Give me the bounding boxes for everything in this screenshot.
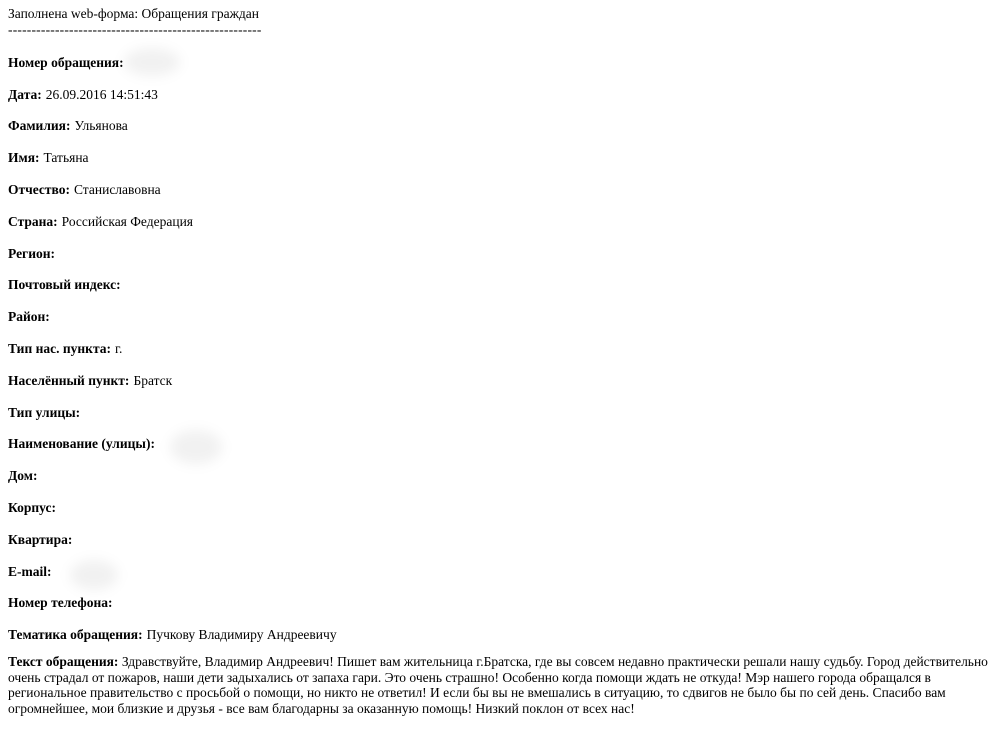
form-title: Заполнена web-форма: Обращения граждан [8, 6, 259, 21]
field-value: Ульянова [74, 118, 128, 134]
field-label: Населённый пункт: [8, 372, 130, 388]
field-value: Станиславовна [73, 181, 161, 197]
field-row-email [8, 564, 992, 579]
field-value: г. [115, 340, 123, 356]
header-separator: ------------------------------------------------------ [8, 22, 262, 37]
field-row-date [8, 87, 992, 102]
redaction-smudge [70, 560, 118, 590]
field-label: Отчество: [8, 181, 70, 197]
field-row-appeal-number [8, 55, 992, 70]
message-text: Здравствуйте, Владимир Андреевич! Пишет вам жительница г.Братска, где вы совсем недавно практически решали нашу судьбу. Город действительно очень страдал от пожаров, наши дети задыхались от запаха гари. Это очень страшно! Особенно когда помощи ждать не откуда! Мэр нашего города обращался в региональное правительство с просьбой о помощи, но никто не ответил! И если бы вы не вмешались в ситуацию, то сдвигов не было бы по сей день. Спасибо вам огромнейшее, мои близкие и друзья - все вам благодарны за оказанную помощь! Низкий поклон от всех нас! [8, 654, 988, 716]
field-row-phone [8, 595, 992, 610]
field-value: Братск [133, 372, 173, 388]
document-header [8, 6, 992, 38]
field-label: Корпус: [8, 499, 56, 515]
field-label: Район: [8, 309, 50, 325]
field-label: Имя: [8, 150, 40, 166]
field-label: Номер телефона: [8, 595, 113, 611]
field-list [8, 55, 992, 642]
field-label: Номер обращения: [8, 54, 124, 70]
field-value: Пучкову Владимиру Андреевичу [146, 627, 337, 643]
field-row-house [8, 468, 992, 483]
field-row-postal-code [8, 277, 992, 292]
field-label: Дом: [8, 468, 38, 484]
field-label: Тематика обращения: [8, 627, 143, 643]
field-value: Татьяна [43, 150, 89, 166]
field-label: Регион: [8, 245, 55, 261]
field-row-street-type [8, 405, 992, 420]
field-row-country [8, 214, 992, 229]
field-row-settlement-type [8, 341, 992, 356]
redaction-smudge [124, 48, 180, 76]
field-value: Российская Федерация [61, 213, 194, 229]
field-label: Страна: [8, 213, 58, 229]
field-row-surname [8, 118, 992, 133]
field-label: Тип улицы: [8, 404, 81, 420]
field-label: Наименование (улицы): [8, 436, 155, 452]
redaction-smudge [170, 430, 222, 464]
field-label: Фамилия: [8, 118, 71, 134]
field-label: Дата: [8, 86, 42, 102]
field-row-street-name [8, 436, 992, 451]
field-row-settlement [8, 373, 992, 388]
field-label: Квартира: [8, 531, 73, 547]
field-value: 26.09.2016 14:51:43 [45, 86, 158, 102]
field-label: Почтовый индекс: [8, 277, 121, 293]
field-row-topic [8, 627, 992, 642]
field-label: Тип нас. пункта: [8, 340, 111, 356]
field-row-patronymic [8, 182, 992, 197]
message-label: Текст обращения: [8, 654, 119, 670]
appeal-message [8, 654, 992, 716]
field-row-building [8, 500, 992, 515]
field-row-region [8, 246, 992, 261]
field-row-firstname [8, 150, 992, 165]
field-label: E-mail: [8, 563, 52, 579]
field-row-apartment [8, 532, 992, 547]
field-row-district [8, 309, 992, 324]
